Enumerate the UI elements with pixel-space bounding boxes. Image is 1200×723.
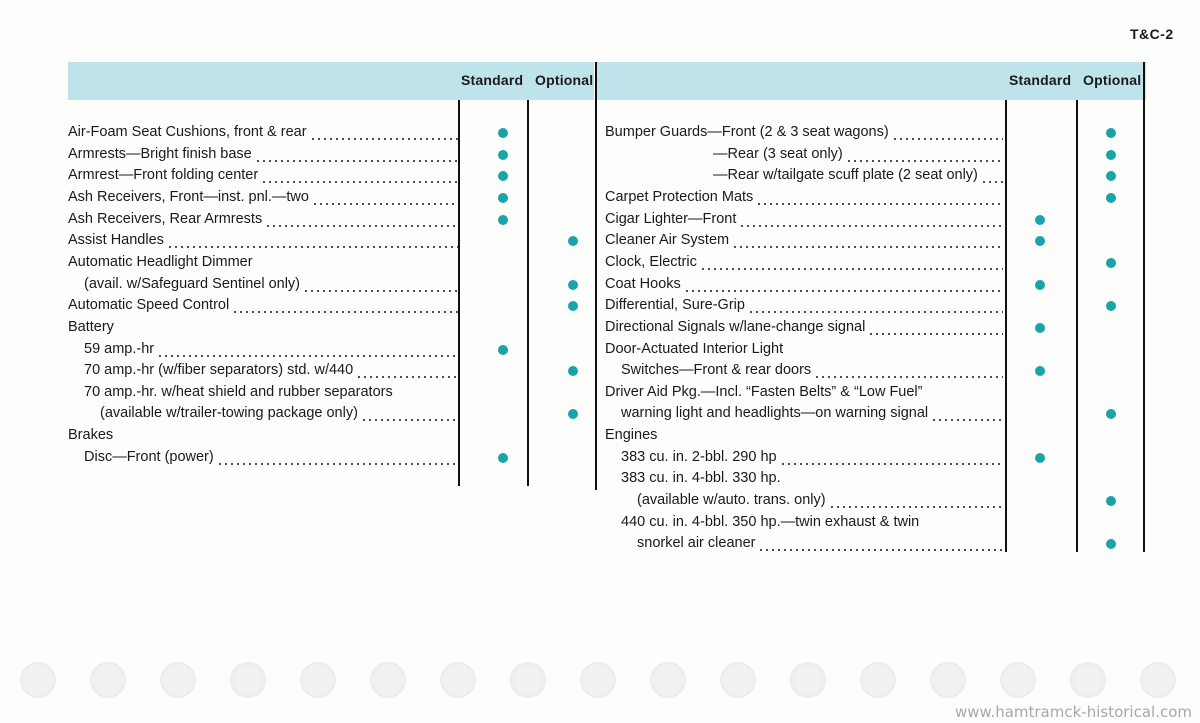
standard-marker	[1035, 215, 1045, 225]
binder-hole	[860, 662, 896, 698]
feature-label: snorkel air cleaner	[637, 535, 756, 552]
dot-leader	[356, 360, 458, 382]
feature-label: 383 cu. in. 2-bbl. 290 hp	[621, 448, 777, 465]
dot-leader	[700, 252, 1003, 274]
feature-label: Bumper Guards—Front (2 & 3 seat wagons)	[605, 124, 889, 140]
feature-label: Battery	[68, 318, 114, 335]
feature-row	[605, 295, 1145, 317]
feature-row	[68, 230, 588, 252]
feature-row	[68, 252, 588, 274]
feature-row	[68, 274, 588, 296]
feature-label: Cleaner Air System	[605, 232, 730, 249]
feature-label: Cigar Lighter—Front	[605, 210, 737, 227]
feature-label: Ash Receivers, Front—inst. pnl.—two	[68, 188, 309, 205]
feature-row	[68, 447, 588, 469]
standard-marker	[1035, 366, 1045, 376]
feature-label: (available w/trailer-towing package only)	[100, 405, 358, 422]
dot-leader	[312, 187, 458, 209]
feature-row	[68, 295, 588, 317]
feature-row	[605, 165, 1145, 187]
feature-row	[605, 425, 1145, 447]
feature-row	[605, 382, 1145, 404]
optional-marker	[1106, 409, 1116, 419]
optional-marker	[1106, 496, 1116, 506]
dot-leader	[756, 187, 1003, 209]
feature-label: Ash Receivers, Rear Armrests	[68, 210, 263, 227]
feature-label: Coat Hooks	[605, 275, 681, 292]
feature-label: (avail. w/Safeguard Sentinel only)	[84, 275, 301, 292]
binder-hole	[790, 662, 826, 698]
feature-row	[605, 468, 1145, 490]
standard-marker	[498, 215, 508, 225]
dot-leader	[684, 274, 1003, 296]
binder-holes	[0, 662, 1200, 702]
feature-label: 383 cu. in. 4-bbl. 330 hp.	[621, 470, 781, 487]
optional-marker	[568, 236, 578, 246]
dot-leader	[232, 295, 458, 317]
feature-row	[605, 360, 1145, 382]
standard-marker	[1035, 236, 1045, 246]
standard-marker	[498, 128, 508, 138]
feature-label: Disc—Front (power)	[84, 448, 214, 465]
feature-row	[68, 425, 588, 447]
feature-label: Automatic Speed Control	[68, 297, 230, 314]
feature-row	[68, 382, 588, 404]
optional-marker	[1106, 539, 1116, 549]
optional-marker	[1106, 150, 1116, 160]
feature-row	[68, 360, 588, 382]
dot-leader	[361, 403, 458, 425]
feature-label: 70 amp.-hr. w/heat shield and rubber separators	[84, 383, 393, 400]
dot-leader	[261, 165, 458, 187]
dot-leader	[814, 360, 1003, 382]
binder-hole	[230, 662, 266, 698]
feature-row	[68, 209, 588, 231]
feature-row	[68, 339, 588, 361]
feature-label: Armrest—Front folding center	[68, 167, 259, 184]
dot-leader	[892, 122, 1003, 144]
standard-marker	[1035, 323, 1045, 333]
dot-leader	[829, 490, 1003, 512]
feature-row	[605, 252, 1145, 274]
dot-leader	[303, 274, 458, 296]
optional-marker	[568, 301, 578, 311]
binder-hole	[20, 662, 56, 698]
optional-marker	[1106, 193, 1116, 203]
feature-label: Automatic Headlight Dimmer	[68, 253, 253, 270]
feature-label: 70 amp.-hr (w/fiber separators) std. w/440	[84, 362, 354, 379]
standard-marker	[498, 345, 508, 355]
feature-row	[68, 317, 588, 339]
dot-leader	[931, 403, 1003, 425]
feature-label: 59 amp.-hr	[84, 340, 155, 357]
watermark: www.hamtramck-historical.com	[955, 703, 1192, 721]
feature-row	[605, 512, 1145, 534]
page-code: T&C-2	[1130, 26, 1174, 42]
feature-label: Differential, Sure-Grip	[605, 297, 745, 314]
standard-marker	[1035, 280, 1045, 290]
feature-row	[68, 165, 588, 187]
center-divider	[595, 62, 597, 490]
feature-row	[605, 447, 1145, 469]
feature-label: Armrests—Bright finish base	[68, 145, 252, 162]
binder-hole	[650, 662, 686, 698]
feature-row	[605, 339, 1145, 361]
feature-row	[68, 122, 588, 144]
dot-leader	[846, 144, 1003, 166]
dot-leader	[167, 230, 458, 252]
feature-label: —Rear (3 seat only)	[713, 145, 843, 162]
left-optional-header: Optional	[535, 72, 594, 88]
feature-row	[68, 187, 588, 209]
left-standard-header: Standard	[461, 72, 524, 88]
feature-row	[605, 122, 1145, 144]
binder-hole	[370, 662, 406, 698]
dot-leader	[265, 209, 458, 231]
feature-row	[68, 403, 588, 425]
right-standard-header: Standard	[1009, 72, 1072, 88]
binder-hole	[90, 662, 126, 698]
binder-hole	[580, 662, 616, 698]
feature-label: Door-Actuated Interior Light	[605, 340, 784, 357]
dot-leader	[758, 533, 1003, 555]
dot-leader	[868, 317, 1003, 339]
feature-label: Air-Foam Seat Cushions, front & rear	[68, 124, 307, 140]
binder-hole	[1140, 662, 1176, 698]
feature-label: Carpet Protection Mats	[605, 188, 754, 205]
standard-marker	[498, 453, 508, 463]
binder-hole	[300, 662, 336, 698]
right-optional-header: Optional	[1083, 72, 1142, 88]
optional-marker	[568, 409, 578, 419]
feature-row	[605, 187, 1145, 209]
standard-marker	[498, 193, 508, 203]
binder-hole	[930, 662, 966, 698]
feature-row	[68, 144, 588, 166]
feature-label: Brakes	[68, 427, 114, 444]
feature-row	[605, 317, 1145, 339]
feature-label: —Rear w/tailgate scuff plate (2 seat only)	[713, 167, 978, 184]
binder-hole	[1070, 662, 1106, 698]
feature-row	[605, 533, 1145, 555]
feature-row	[605, 230, 1145, 252]
optional-marker	[1106, 301, 1116, 311]
optional-marker	[568, 366, 578, 376]
optional-marker	[1106, 171, 1116, 181]
feature-row	[605, 209, 1145, 231]
dot-leader	[732, 230, 1003, 252]
dot-leader	[981, 165, 1003, 187]
binder-hole	[1000, 662, 1036, 698]
dot-leader	[310, 122, 458, 144]
feature-label: Clock, Electric	[605, 253, 697, 270]
feature-label: warning light and headlights—on warning signal	[621, 405, 929, 422]
feature-label: Assist Handles	[68, 232, 164, 249]
binder-hole	[440, 662, 476, 698]
feature-row	[605, 274, 1145, 296]
standard-marker	[1035, 453, 1045, 463]
feature-label: Driver Aid Pkg.—Incl. “Fasten Belts” & “Low Fuel”	[605, 383, 923, 400]
binder-hole	[720, 662, 756, 698]
feature-row	[605, 490, 1145, 512]
dot-leader	[157, 339, 458, 361]
dot-leader	[255, 144, 458, 166]
feature-label: 440 cu. in. 4-bbl. 350 hp.—twin exhaust & twin	[621, 513, 920, 530]
dot-leader	[739, 209, 1003, 231]
feature-label: Engines	[605, 427, 658, 444]
binder-hole	[510, 662, 546, 698]
feature-label: Switches—Front & rear doors	[621, 362, 812, 379]
standard-marker	[498, 171, 508, 181]
binder-hole	[160, 662, 196, 698]
dot-leader	[217, 447, 458, 469]
feature-label: (available w/auto. trans. only)	[637, 492, 826, 509]
feature-row	[605, 403, 1145, 425]
optional-marker	[1106, 128, 1116, 138]
feature-label: Directional Signals w/lane-change signal	[605, 318, 866, 335]
dot-leader	[780, 447, 1003, 469]
optional-marker	[568, 280, 578, 290]
optional-marker	[1106, 258, 1116, 268]
standard-marker	[498, 150, 508, 160]
dot-leader	[748, 295, 1003, 317]
feature-row	[605, 144, 1145, 166]
